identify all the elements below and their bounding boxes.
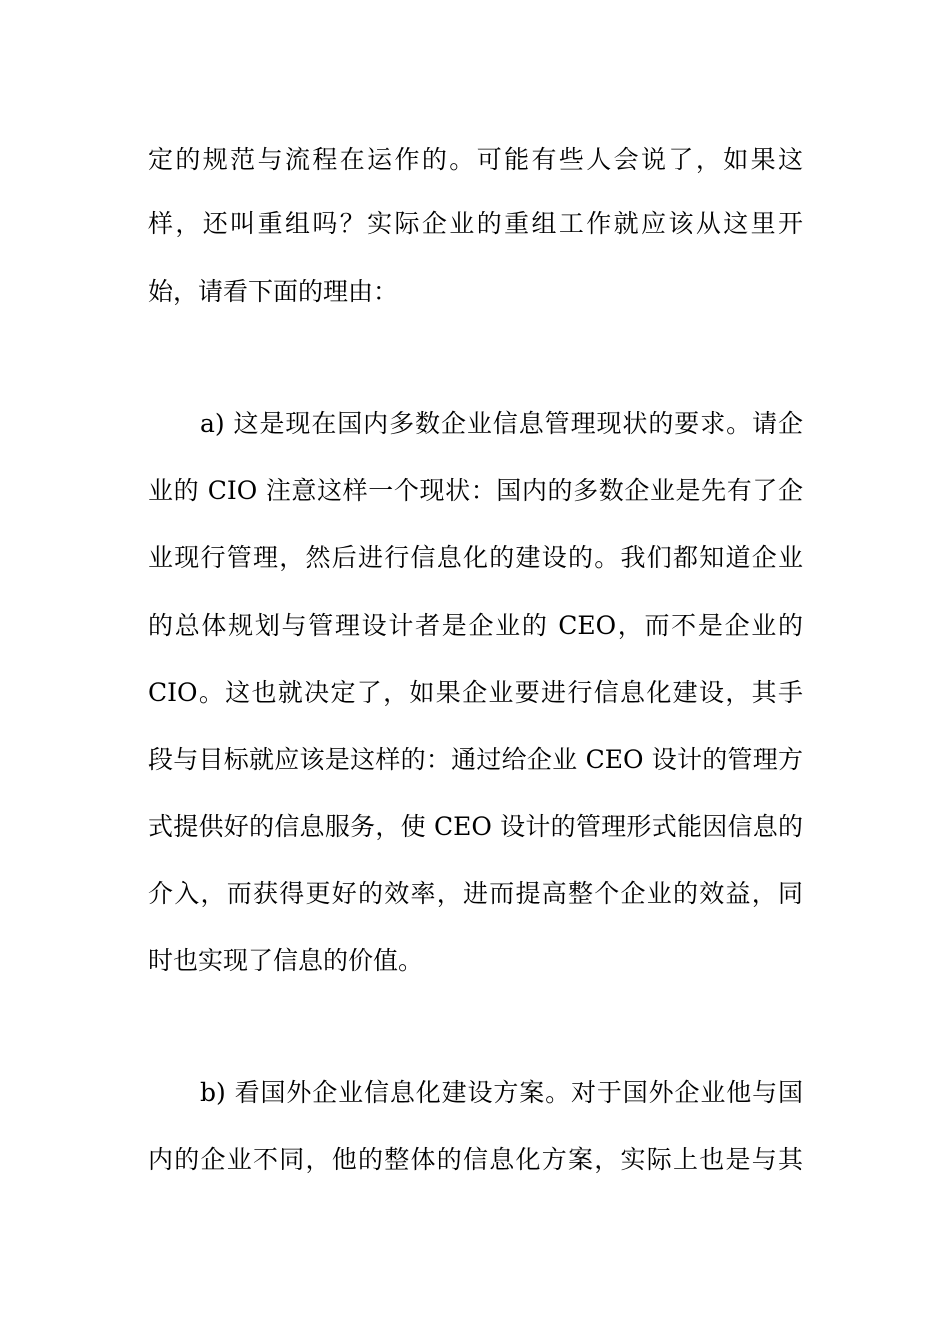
- text-line: 介入，而获得更好的效率，进而提高整个企业的效益，同: [148, 879, 803, 908]
- text-line: 样，还叫重组吗？实际企业的重组工作就应该从这里开: [148, 209, 803, 238]
- text-line: 时也实现了信息的价值。: [148, 946, 424, 975]
- text-line: 的总体规划与管理设计者是企业的 CEO，而不是企业的: [148, 611, 803, 640]
- text-line: 式提供好的信息服务，使 CEO 设计的管理形式能因信息的: [148, 812, 803, 841]
- text-line: 业现行管理，然后进行信息化的建设的。我们都知道企业: [148, 543, 803, 572]
- text-line: 段与目标就应该是这样的：通过给企业 CEO 设计的管理方: [148, 745, 803, 774]
- text-line: CIO。这也就决定了，如果企业要进行信息化建设，其手: [148, 678, 803, 707]
- text-line: b) 看国外企业信息化建设方案。对于国外企业他与国: [200, 1078, 803, 1107]
- text-line: 内的企业不同，他的整体的信息化方案，实际上也是与其: [148, 1145, 803, 1174]
- text-line: 业的 CIO 注意这样一个现状：国内的多数企业是先有了企: [148, 476, 803, 505]
- text-line: 定的规范与流程在运作的。可能有些人会说了，如果这: [148, 145, 803, 174]
- text-line: 始，请看下面的理由：: [148, 277, 399, 306]
- text-line: a) 这是现在国内多数企业信息管理现状的要求。请企: [200, 409, 803, 438]
